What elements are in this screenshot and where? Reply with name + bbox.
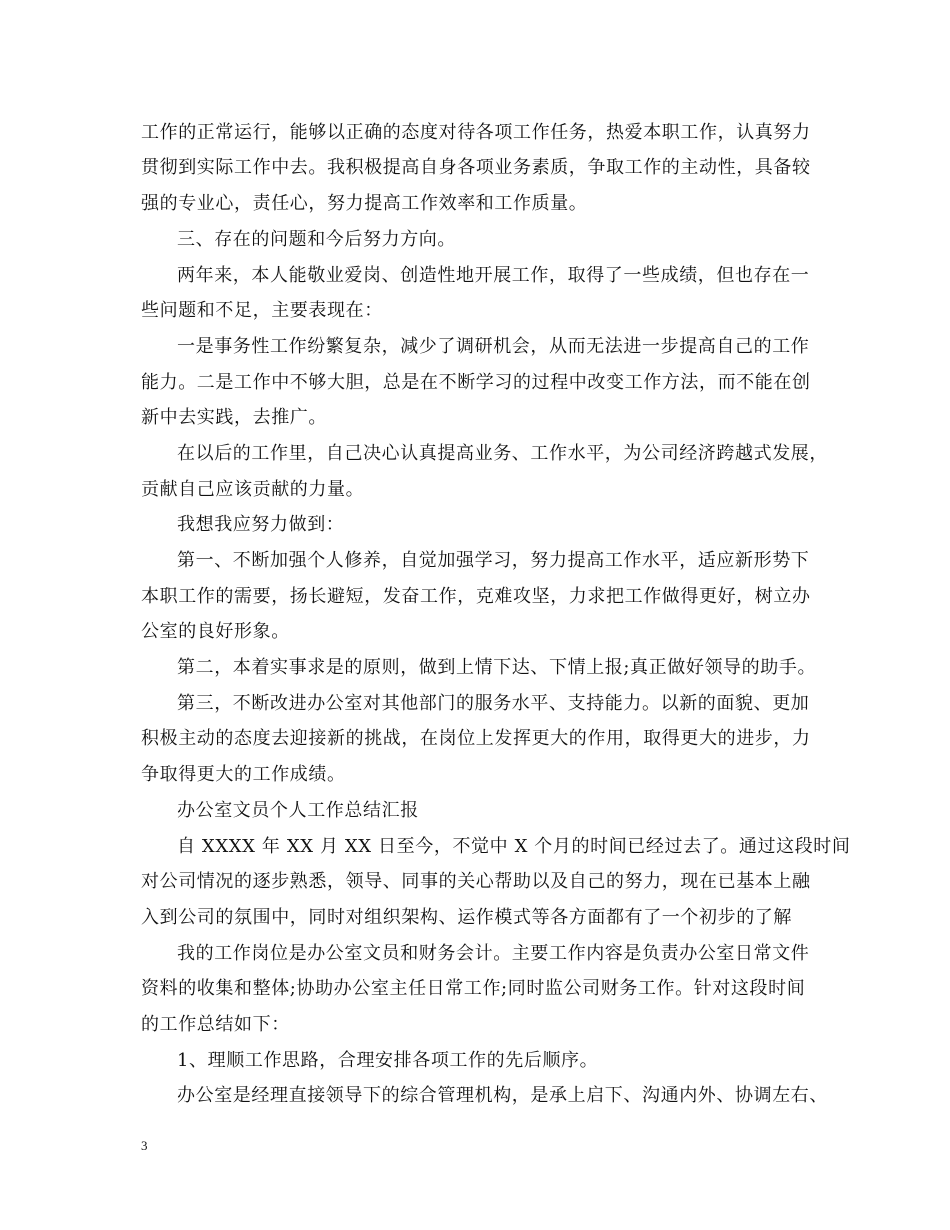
text-line: 争取得更大的工作成绩。 <box>141 764 346 785</box>
section-title: 办公室文员个人工作总结汇报 <box>177 800 419 821</box>
text-line: 资料的收集和整体;协助办公室主任日常工作;同时监公司财务工作。针对这段时间 <box>141 978 806 999</box>
text-line: 在以后的工作里，自己决心认真提高业务、工作水平，为公司经济跨越式发展， <box>177 443 828 464</box>
text-line: 强的专业心，责任心，努力提高工作效率和工作质量。 <box>141 193 588 214</box>
text-line: 新中去实践，去推广。 <box>141 407 327 428</box>
text-line: 办公室是经理直接领导下的综合管理机构，是承上启下、沟通内外、协调左右、 <box>177 1085 828 1106</box>
text-line: 的工作总结如下： <box>141 1014 290 1035</box>
text-line: 1、理顺工作思路，合理安排各项工作的先后顺序。 <box>177 1050 599 1071</box>
section-heading: 三、存在的问题和今后努力方向。 <box>177 229 456 250</box>
text-line: 公室的良好形象。 <box>141 621 290 642</box>
text-line: 积极主动的态度去迎接新的挑战，在岗位上发挥更大的作用，取得更大的进步，力 <box>141 728 811 749</box>
text-line: 我的工作岗位是办公室文员和财务会计。主要工作内容是负责办公室日常文件 <box>177 943 810 964</box>
text-line: 贡献自己应该贡献的力量。 <box>141 479 365 500</box>
text-line: 两年来，本人能敬业爱岗、创造性地开展工作，取得了一些成绩，但也存在一 <box>177 265 810 286</box>
text-line: 第三，不断改进办公室对其他部门的服务水平、支持能力。以新的面貌、更加 <box>177 693 810 714</box>
text-line: 第二，本着实事求是的原则，做到上情下达、下情上报;真正做好领导的助手。 <box>177 657 817 678</box>
text-line: 工作的正常运行，能够以正确的态度对待各项工作任务，热爱本职工作，认真努力 <box>141 122 811 143</box>
text-line: 贯彻到实际工作中去。我积极提高自身各项业务素质，争取工作的主动性，具备较 <box>141 157 811 178</box>
text-line: 一是事务性工作纷繁复杂，减少了调研机会，从而无法进一步提高自己的工作 <box>177 336 810 357</box>
text-line: 入到公司的氛围中，同时对组织架构、运作模式等各方面都有了一个初步的了解 <box>141 907 792 928</box>
text-line: 自 XXXX 年 XX 月 XX 日至今，不觉中 X 个月的时间已经过去了。通过这段时间 <box>177 836 851 857</box>
text-line: 本职工作的需要，扬长避短，发奋工作，克难攻坚，力求把工作做得更好，树立办 <box>141 586 811 607</box>
text-line: 我想我应努力做到： <box>177 514 345 535</box>
text-line: 对公司情况的逐步熟悉，领导、同事的关心帮助以及自己的努力，现在已基本上融 <box>141 871 811 892</box>
text-line: 能力。二是工作中不够大胆，总是在不断学习的过程中改变工作方法，而不能在创 <box>141 372 811 393</box>
page-number: 3 <box>141 1138 148 1153</box>
text-line: 第一、不断加强个人修养，自觉加强学习，努力提高工作水平，适应新形势下 <box>177 550 810 571</box>
text-line: 些问题和不足，主要表现在： <box>141 300 383 321</box>
